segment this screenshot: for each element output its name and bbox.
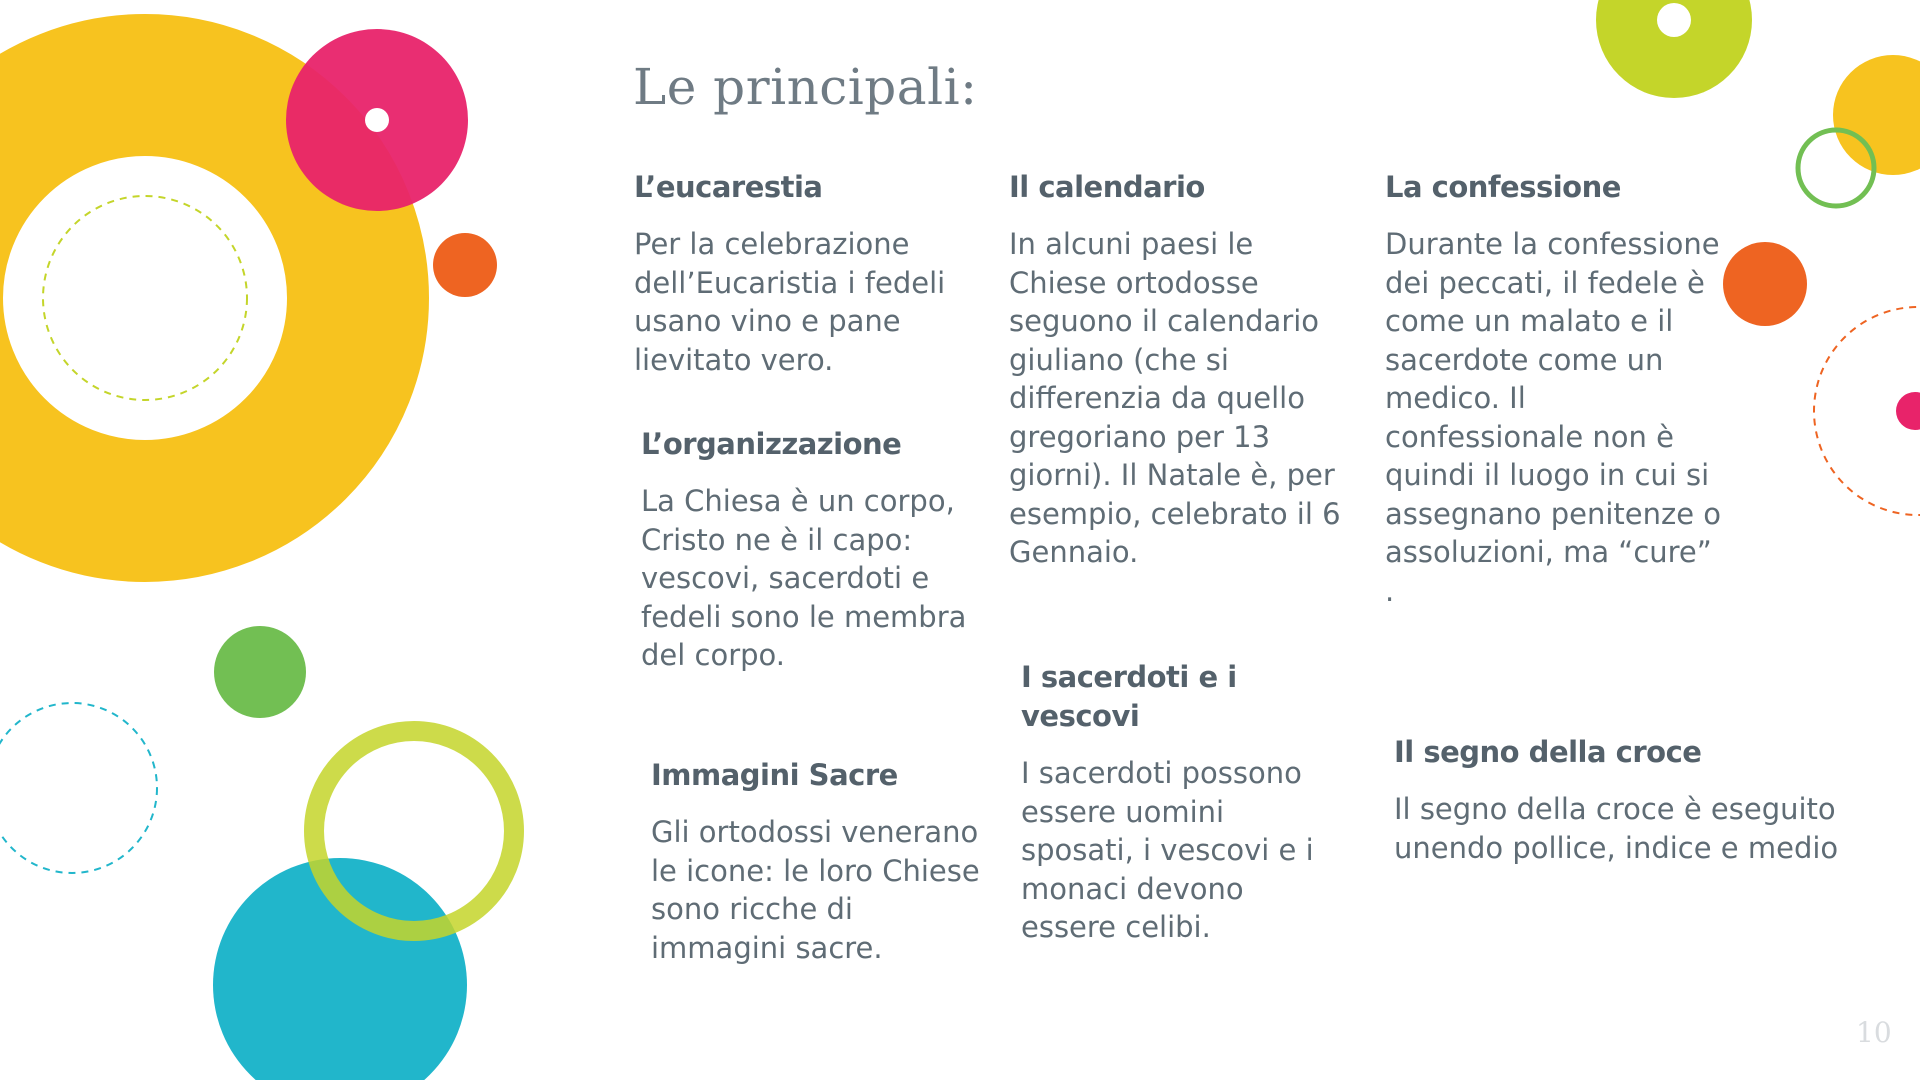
section-immagini-sacre <box>651 756 981 967</box>
section-body: In alcuni paesi le Chiese ortodosse seguono il calendario giuliano (che si differenzia da quello gregoriano per 13 giorni). Il Natale è, per esempio, celebrato il 6 Gennaio. <box>1009 227 1341 569</box>
slide-title: Le principali: <box>633 58 978 116</box>
section-heading: Immagini Sacre <box>651 758 898 792</box>
section-heading: Il calendario <box>1009 170 1205 204</box>
dashed-lime-circle <box>43 196 247 400</box>
green-ring-right <box>1798 130 1874 206</box>
section-heading: L’eucarestia <box>634 170 823 204</box>
section-body: Durante la confessione dei peccati, il fedele è come un malato e il sacerdote come un medico. Il confessionale non è quindi il luogo in cui si assegnano penitenze o assoluzioni, ma “cure” . <box>1385 227 1722 608</box>
section-heading: I sacerdoti e i vescovi <box>1021 660 1237 733</box>
section-segno-croce <box>1394 733 1874 867</box>
section-heading: L’organizzazione <box>641 427 902 461</box>
green-circle <box>214 626 306 718</box>
section-body: Gli ortodossi venerano le icone: le loro Chiese sono ricche di immagini sacre. <box>651 815 980 965</box>
section-sacerdoti <box>1021 658 1346 947</box>
orange-small-circle <box>433 233 497 297</box>
orange-right-circle <box>1723 242 1807 326</box>
section-confessione <box>1385 168 1725 610</box>
section-organizzazione <box>641 425 981 675</box>
lime-top-dot <box>1657 3 1691 37</box>
section-eucarestia <box>634 168 974 379</box>
section-body: Per la celebrazione dell’Eucaristia i fedeli usano vino e pane lievitato vero. <box>634 227 946 377</box>
section-heading: Il segno della croce <box>1394 735 1702 769</box>
page-number: 10 <box>1856 1016 1892 1049</box>
section-body: I sacerdoti possono essere uomini sposati, i vescovi e i monaci devono essere celibi. <box>1021 756 1314 944</box>
section-body: Il segno della croce è eseguito unendo pollice, indice e medio <box>1394 792 1839 865</box>
dashed-cyan-circle <box>0 703 157 873</box>
section-heading: La confessione <box>1385 170 1621 204</box>
pink-right-circle <box>1896 392 1920 430</box>
pink-circle-dot <box>365 108 389 132</box>
section-body: La Chiesa è un corpo, Cristo ne è il capo: vescovi, sacerdoti e fedeli sono le membra del corpo. <box>641 484 967 672</box>
yellow-right-circle <box>1833 55 1920 175</box>
section-calendario <box>1009 168 1354 572</box>
